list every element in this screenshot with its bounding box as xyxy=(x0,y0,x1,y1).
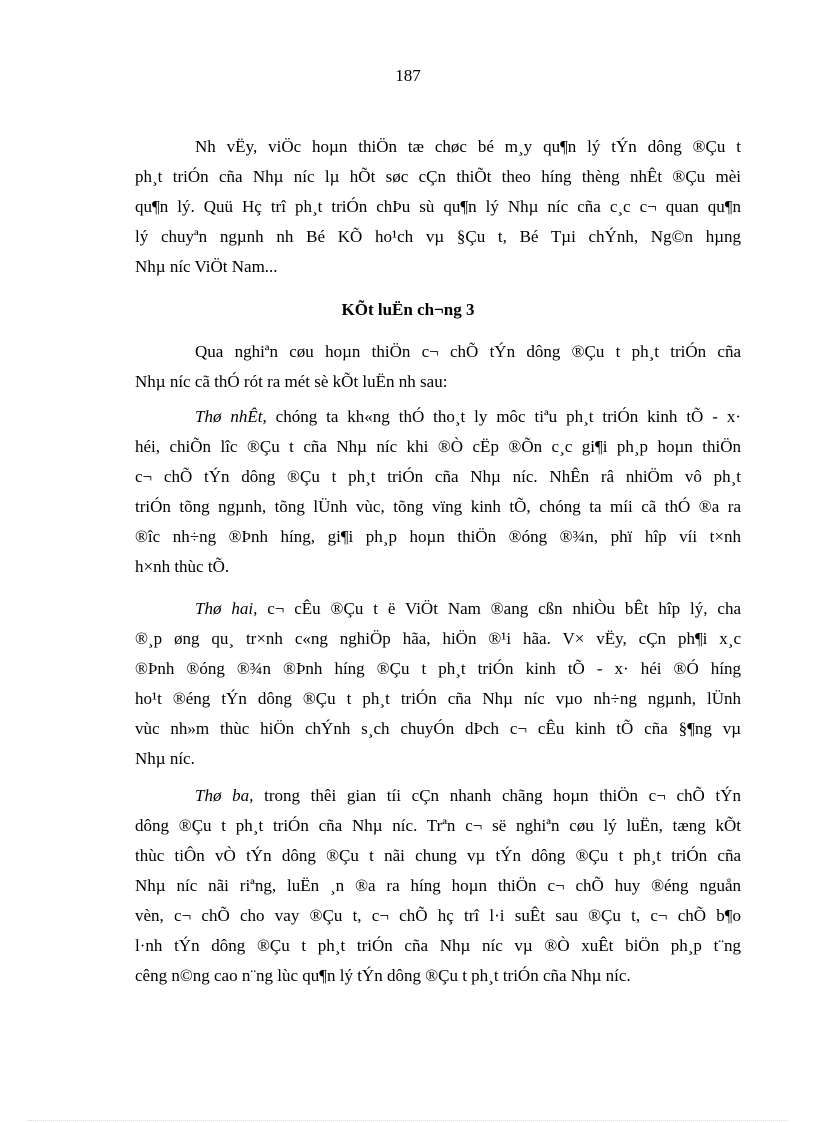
point-lead: Thø ba, xyxy=(195,786,254,805)
text-line xyxy=(135,402,741,432)
point-first-paragraph xyxy=(135,402,741,582)
text-line: Nh vËy, viÖc hoµn thiÖn tæ chøc bé m¸y qu¶n lý tÝn dông ®Çu t xyxy=(195,137,741,156)
text-line: thùc tiÔn vÒ tÝn dông ®Çu t nãi chung vµ tÝn dông ®Çu t ph¸t triÓn cña xyxy=(135,846,741,865)
text-line xyxy=(135,781,741,811)
text-line: vùc nh»m thùc hiÖn chÝnh s¸ch chuyÓn dÞch c¬ cÊu kinh tÕ cña §¶ng vµ xyxy=(135,719,741,738)
text-line xyxy=(135,594,741,624)
text-line: l·nh tÝn dông ®Çu t ph¸t triÓn cña Nhµ níc vµ ®Ò xuÊt biÖn ph¸p t¨ng xyxy=(135,936,741,955)
text-line: Nhµ níc cã thÓ rót ra mét sè kÕt luËn nh sau: xyxy=(135,372,448,391)
text-line: héi, chiÕn lîc ®Çu t cña Nhµ níc khi ®Ò cËp ®Õn c¸c gi¶i ph¸p hoµn thiÖn xyxy=(135,437,741,456)
summary-paragraph xyxy=(135,337,741,397)
text-line: vèn, c¬ chÕ cho vay ®Çu t, c¬ chÕ hç trî l·i suÊt sau ®Çu t, c¬ chÕ b¶o xyxy=(135,906,741,925)
point-second-paragraph xyxy=(135,594,741,774)
text-line: cêng n©ng cao n¨ng lùc qu¶n lý tÝn dông ®Çu t ph¸t triÓn cña Nhµ níc. xyxy=(135,966,631,985)
point-lead: Thø nhÊt, xyxy=(195,407,267,426)
point-third-paragraph xyxy=(135,781,741,991)
text-run: c¬ cÊu ®Çu t ë ViÖt Nam ®ang cßn nhiÒu bÊt hîp lý, cha xyxy=(257,599,741,618)
text-line: lý chuyªn ngµnh nh Bé KÕ ho¹ch vµ §Çu t, Bé Tµi chÝnh, Ng©n hµng xyxy=(135,227,741,246)
text-line: triÓn tõng ngµnh, tõng lÜnh vùc, tõng vïng kinh tÕ, chóng ta míi cã thÓ ®a ra xyxy=(135,497,741,516)
text-line: Nhµ níc nãi riªng, luËn ¸n ®a ra híng hoµn thiÖn c¬ chÕ huy ®éng nguån xyxy=(135,876,741,895)
text-line: Nhµ níc ViÖt Nam... xyxy=(135,257,278,276)
text-run: trong thêi gian tíi cÇn nhanh chãng hoµn thiÖn c¬ chÕ tÝn xyxy=(253,786,741,805)
section-heading: KÕt luËn ch¬ng 3 xyxy=(341,300,475,319)
intro-paragraph xyxy=(135,132,741,282)
text-line: h×nh thùc tÕ. xyxy=(135,557,230,576)
text-line: ®Þnh ®óng ®¾n ®Þnh híng ®Çu t ph¸t triÓn kinh tÕ - x· héi ®Ó híng xyxy=(135,659,741,678)
page-number: 187 xyxy=(395,66,421,85)
text-line: dông ®Çu t ph¸t triÓn cña Nhµ níc. Trªn c¬ së nghiªn cøu lý luËn, tæng kÕt xyxy=(135,816,741,835)
text-line: qu¶n lý. Quü Hç trî ph¸t triÓn chÞu sù qu¶n lý Nhµ níc cña c¸c c¬ quan qu¶n xyxy=(135,197,741,216)
footer-rule xyxy=(28,1120,788,1121)
text-line: ph¸t triÓn cña Nhµ níc lµ hÕt søc cÇn thiÕt theo híng thèng nhÊt ®Çu mèi xyxy=(135,167,741,186)
text-line: Qua nghiªn cøu hoµn thiÖn c¬ chÕ tÝn dông ®Çu t ph¸t triÓn cña xyxy=(195,342,741,361)
text-line: Nhµ níc. xyxy=(135,749,195,768)
text-line: c¬ chÕ tÝn dông ®Çu t ph¸t triÓn cña Nhµ níc. NhÊn râ nhiÖm vô ph¸t xyxy=(135,467,741,486)
text-line: ®¸p øng qu¸ tr×nh c«ng nghiÖp hãa, hiÖn ®¹i hãa. V× vËy, cÇn ph¶i x¸c xyxy=(135,629,741,648)
text-run: chóng ta kh«ng thÓ tho¸t ly môc tiªu ph¸t triÓn kinh tÕ - x· xyxy=(266,407,741,426)
point-lead: Thø hai, xyxy=(195,599,258,618)
text-line: ho¹t ®éng tÝn dông ®Çu t ph¸t triÓn cña Nhµ níc vµo nh÷ng ngµnh, lÜnh xyxy=(135,689,741,708)
text-line: ®îc nh÷ng ®Þnh híng, gi¶i ph¸p hoµn thiÖn ®óng ®¾n, phï hîp víi t×nh xyxy=(135,527,741,546)
